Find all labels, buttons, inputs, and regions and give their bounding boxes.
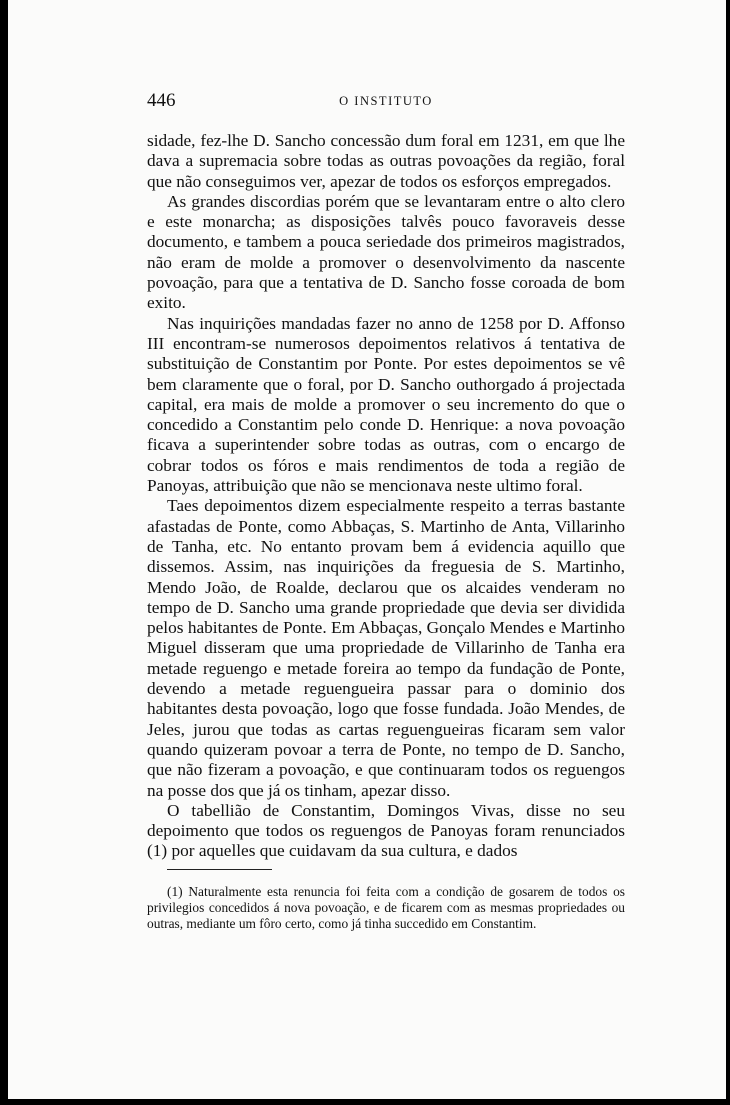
scan-border-bottom: [0, 1099, 730, 1105]
body-text: [147, 131, 625, 862]
page-header: [147, 90, 625, 114]
running-title: O INSTITUTO: [339, 94, 433, 108]
paragraph-continued: sidade, fez-lhe D. Sancho concessão dum foral em 1231, em que lhe dava a supremacia sobre todas as outras povoações da região, foral que não conseguimos ver, apezar de todos os esforços empregados.: [147, 131, 625, 191]
footnote: (1) Naturalmente esta renuncia foi feita com a condição de gosarem de todos os privilegios concedidos á nova povoação, e de ficarem com as mesmas propriedades ou outras, mediante um fôro certo, como já tinha succedido em Constantim.: [147, 884, 625, 931]
scan-border-left: [0, 0, 8, 1105]
footnote-divider: [167, 869, 272, 870]
page-number: 446: [147, 90, 176, 111]
paragraph: Taes depoimentos dizem especialmente respeito a terras bastante afastadas de Ponte, como Abbaças, S. Martinho de Anta, Villarinho de Tanha, etc. No entanto provam bem á evidencia aquillo que dissemos. Assim, nas inquirições da freguesia de S. Martinho, Mendo João, de Roalde, declarou que os alcaides venderam no tempo de D. Sancho uma grande propriedade que devia ser dividida pelos habitantes de Ponte. Em Abbaças, Gonçalo Mendes e Martinho Miguel disseram que uma propriedade de Villarinho de Tanha era metade reguengo e metade foreira ao tempo da fundação de Ponte, devendo a metade reguengueira passar para o dominio dos habitantes desta povoação, logo que fosse fundada. João Mendes, de Jeles, jurou que todas as cartas reguengueiras ficaram sem valor quando quizeram povoar a terra de Ponte, no tempo de D. Sancho, que não fizeram a povoação, e que continuaram todos os reguengos na posse dos que já os tinham, apezar disso.: [147, 496, 625, 800]
scan-border-right: [726, 0, 730, 1105]
paragraph: O tabellião de Constantim, Domingos Vivas, disse no seu depoimento que todos os reguengos de Panoyas foram renunciados (1) por aquelles que cuidavam da sua cultura, e dados: [147, 800, 625, 861]
paragraph: As grandes discordias porém que se levantaram entre o alto clero e este monarcha; as disposições talvês pouco favoraveis desse documento, e tambem a pouca seriedade dos primeiros magistrados, não eram de molde a promover o desenvolvimento da nascente povoação, para que a tentativa de D. Sancho fosse coroada de bom exito.: [147, 191, 625, 313]
paragraph: Nas inquirições mandadas fazer no anno de 1258 por D. Affonso III encontram-se numerosos depoimentos relativos á tentativa de substituição de Constantim por Ponte. Por estes depoimentos se vê bem claramente que o foral, por D. Sancho outhorgado á projectada capital, era mais de molde a promover o seu incremento do que o concedido a Constantim pelo conde D. Henrique: a nova povoação ficava a superintender sobre todas as outras, com o encargo de cobrar todos os fóros e mais rendimentos de toda a região de Panoyas, attribuição que não se mencionava neste ultimo foral.: [147, 313, 625, 496]
